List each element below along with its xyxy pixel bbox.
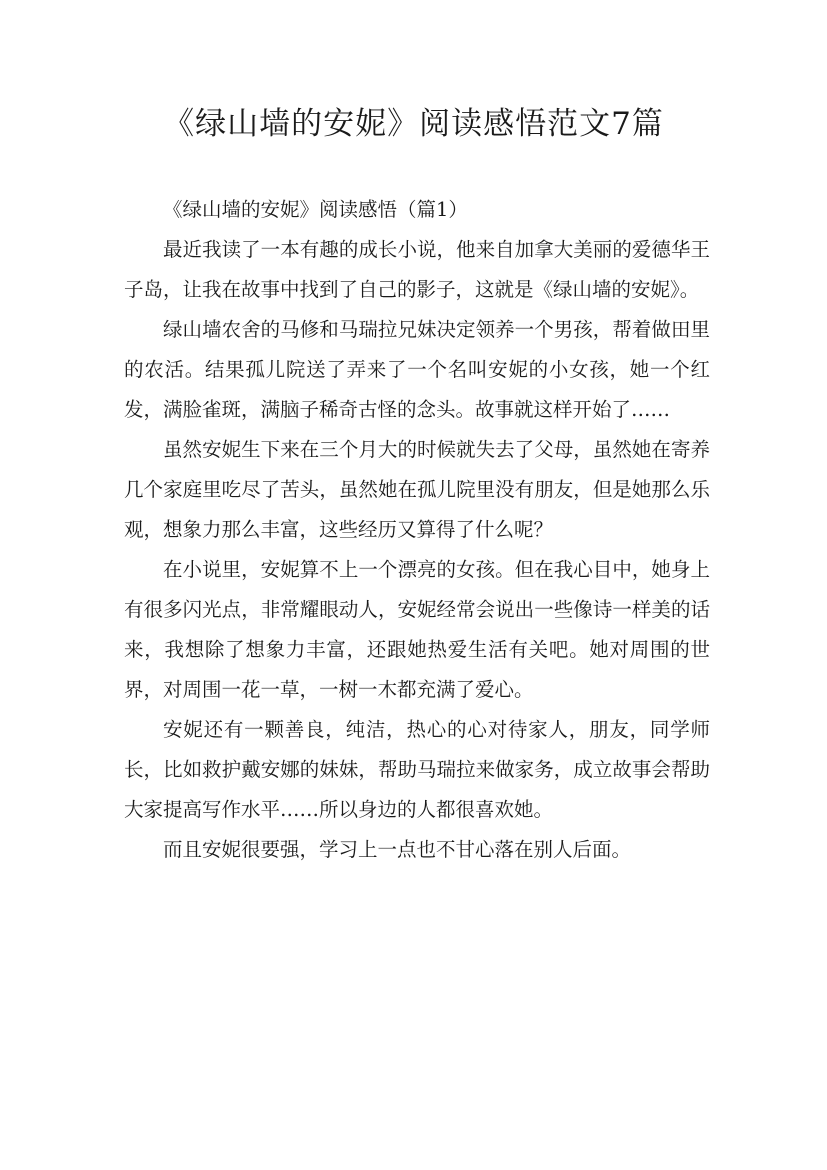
paragraph: 在小说里，安妮算不上一个漂亮的女孩。但在我心目中，她身上有很多闪光点，非常耀眼动人，安妮经常会说出一些像诗一样美的话来，我想除了想象力丰富，还跟她热爱生活有关吧。她对周围的世界，对周围一花一草，一树一木都充满了爱心。 bbox=[124, 558, 710, 701]
paragraph: 而且安妮很要强，学习上一点也不甘心落在别人后面。 bbox=[163, 838, 632, 861]
paragraph: 虽然安妮生下来在三个月大的时候就失去了父母，虽然她在寄养几个家庭里吃尽了苦头，虽然她在孤儿院里没有朋友，但是她那么乐观，想象力那么丰富，这些经历又算得了什么呢？ bbox=[124, 438, 710, 541]
document-title: 《绿山墙的安妮》阅读感悟范文7篇 bbox=[163, 106, 664, 142]
paragraph: 最近我读了一本有趣的成长小说，他来自加拿大美丽的爱德华王子岛，让我在故事中找到了自己的影子，这就是《绿山墙的安妮》。 bbox=[124, 238, 710, 301]
document-body bbox=[124, 190, 710, 870]
paragraph: 绿山墙农舍的马修和马瑞拉兄妹决定领养一个男孩，帮着做田里的农活。结果孤儿院送了弄来了一个名叫安妮的小女孩，她一个红发，满脸雀斑，满脑子稀奇古怪的念头。故事就这样开始了…… bbox=[124, 318, 710, 421]
paragraph: 安妮还有一颗善良，纯洁，热心的心对待家人，朋友，同学师长，比如救护戴安娜的妹妹，帮助马瑞拉来做家务，成立故事会帮助大家提高写作水平……所以身边的人都很喜欢她。 bbox=[124, 718, 710, 821]
section-heading: 《绿山墙的安妮》阅读感悟（篇1） bbox=[163, 198, 468, 221]
